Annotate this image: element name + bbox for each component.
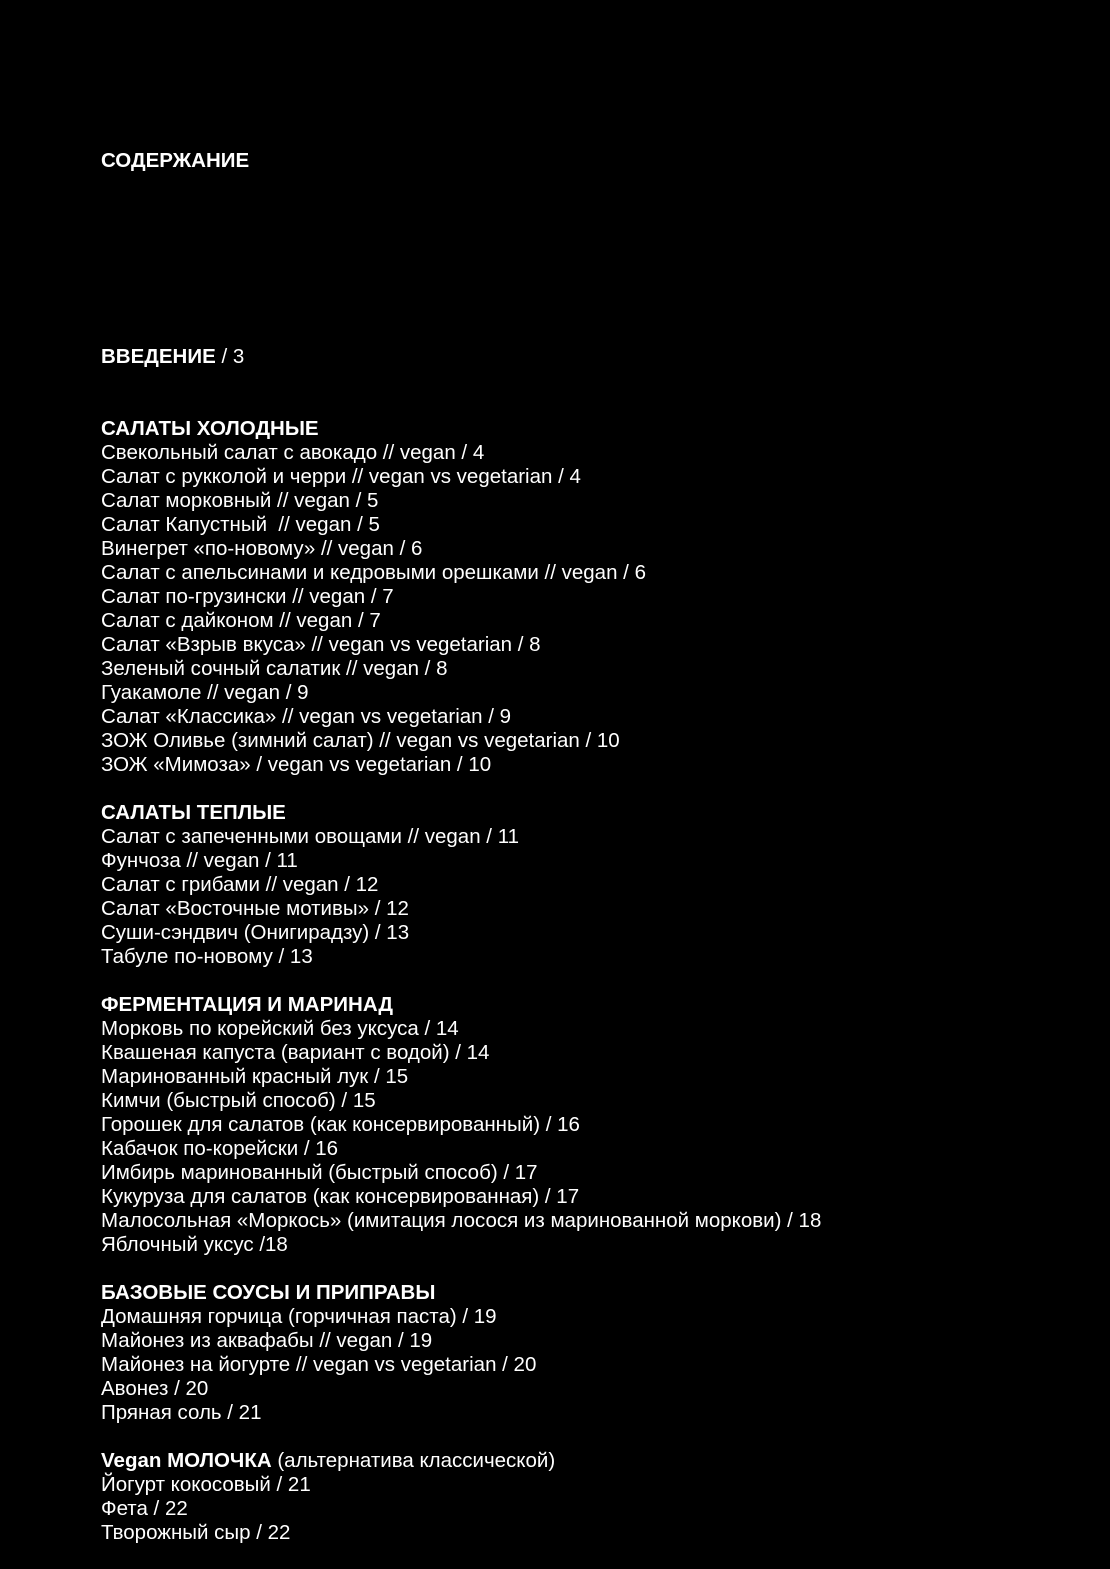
toc-entry: ЗОЖ «Мимоза» / vegan vs vegetarian / 10 bbox=[101, 753, 492, 776]
toc-entry: Горошек для салатов (как консервированный) / 16 bbox=[101, 1113, 580, 1136]
toc-entry: Майонез на йогурте // vegan vs vegetarian / 20 bbox=[101, 1353, 537, 1376]
section-heading: БАЗОВЫЕ СОУСЫ И ПРИПРАВЫ bbox=[101, 1281, 436, 1304]
toc-entry: Творожный сыр / 22 bbox=[101, 1521, 291, 1544]
section-spacer bbox=[101, 969, 1081, 993]
toc-entry: Фета / 22 bbox=[101, 1497, 188, 1520]
section-spacer bbox=[101, 1425, 1081, 1449]
toc-section bbox=[101, 993, 1081, 1257]
toc-entry: Салат морковный // vegan / 5 bbox=[101, 489, 379, 512]
toc-entry: Домашняя горчица (горчичная паста) / 19 bbox=[101, 1305, 497, 1328]
section-heading-note: (альтернатива классической) bbox=[271, 1449, 556, 1472]
intro-line bbox=[101, 345, 1081, 369]
section-heading: САЛАТЫ ТЕПЛЫЕ bbox=[101, 801, 286, 824]
toc-entry: Салат с рукколой и черри // vegan vs vegetarian / 4 bbox=[101, 465, 581, 488]
toc-entry: Салат «Взрыв вкуса» // vegan vs vegetarian / 8 bbox=[101, 633, 541, 656]
section-heading-line bbox=[101, 993, 1081, 1017]
toc-entry: Йогурт кокосовый / 21 bbox=[101, 1473, 311, 1496]
toc-entry: Салат с грибами // vegan / 12 bbox=[101, 873, 379, 896]
toc-entry: Салат с апельсинами и кедровыми орешками // vegan / 6 bbox=[101, 561, 646, 584]
section-heading: Vegan МОЛОЧКА bbox=[101, 1449, 272, 1472]
toc-entry: Яблочный уксус /18 bbox=[101, 1233, 288, 1256]
toc-entry: Морковь по корейский без уксуса / 14 bbox=[101, 1017, 459, 1040]
section-heading-line bbox=[101, 1449, 1081, 1473]
toc-entry: Кукуруза для салатов (как консервированная) / 17 bbox=[101, 1185, 580, 1208]
toc-entry: Винегрет «по-новому» // vegan / 6 bbox=[101, 537, 423, 560]
toc-entry: Авонез / 20 bbox=[101, 1377, 209, 1400]
section-heading-line bbox=[101, 801, 1081, 825]
toc-entry: Имбирь маринованный (быстрый способ) / 17 bbox=[101, 1161, 538, 1184]
section-heading: САЛАТЫ ХОЛОДНЫЕ bbox=[101, 417, 319, 440]
toc-entry: Маринованный красный лук / 15 bbox=[101, 1065, 409, 1088]
toc-entry: ЗОЖ Оливье (зимний салат) // vegan vs vegetarian / 10 bbox=[101, 729, 620, 752]
toc-section bbox=[101, 801, 1081, 969]
toc-entry: Табуле по-новому / 13 bbox=[101, 945, 313, 968]
spacer bbox=[101, 221, 1081, 235]
section-spacer bbox=[101, 1257, 1081, 1281]
section-heading-line bbox=[101, 417, 1081, 441]
section-heading: ФЕРМЕНТАЦИЯ И МАРИНАД bbox=[101, 993, 393, 1016]
toc-section bbox=[101, 1281, 1081, 1425]
toc-entry: Салат «Классика» // vegan vs vegetarian / 9 bbox=[101, 705, 512, 728]
toc-section bbox=[101, 1449, 1081, 1545]
toc-entry: Свекольный салат с авокадо // vegan / 4 bbox=[101, 441, 485, 464]
toc-entry: Салат с запеченными овощами // vegan / 11 bbox=[101, 825, 519, 848]
intro-page: / 3 bbox=[215, 345, 245, 368]
table-of-contents bbox=[101, 101, 1081, 1569]
intro-label: ВВЕДЕНИЕ bbox=[101, 345, 216, 368]
toc-entry: Пряная соль / 21 bbox=[101, 1401, 262, 1424]
toc-entry: Зеленый сочный салатик // vegan / 8 bbox=[101, 657, 448, 680]
toc-entry: Майонез из аквафабы // vegan / 19 bbox=[101, 1329, 433, 1352]
contents-title: СОДЕРЖАНИЕ bbox=[101, 149, 250, 172]
sections-container bbox=[101, 417, 1081, 1545]
toc-entry: Салат с дайконом // vegan / 7 bbox=[101, 609, 381, 632]
toc-entry: Салат Капустный // vegan / 5 bbox=[101, 513, 380, 536]
section-heading-line bbox=[101, 1281, 1081, 1305]
toc-section bbox=[101, 417, 1081, 777]
toc-entry: Квашеная капуста (вариант с водой) / 14 bbox=[101, 1041, 490, 1064]
toc-entry: Кимчи (быстрый способ) / 15 bbox=[101, 1089, 376, 1112]
toc-entry: Суши-сэндвич (Онигирадзу) / 13 bbox=[101, 921, 410, 944]
toc-entry: Малосольная «Моркось» (имитация лосося из маринованной моркови) / 18 bbox=[101, 1209, 822, 1232]
toc-entry: Кабачок по-корейски / 16 bbox=[101, 1137, 339, 1160]
toc-entry: Салат «Восточные мотивы» / 12 bbox=[101, 897, 409, 920]
spacer bbox=[101, 283, 1081, 297]
toc-entry: Гуакамоле // vegan / 9 bbox=[101, 681, 309, 704]
toc-entry: Салат по-грузински // vegan / 7 bbox=[101, 585, 394, 608]
section-spacer bbox=[101, 777, 1081, 801]
toc-entry: Фунчоза // vegan / 11 bbox=[101, 849, 298, 872]
